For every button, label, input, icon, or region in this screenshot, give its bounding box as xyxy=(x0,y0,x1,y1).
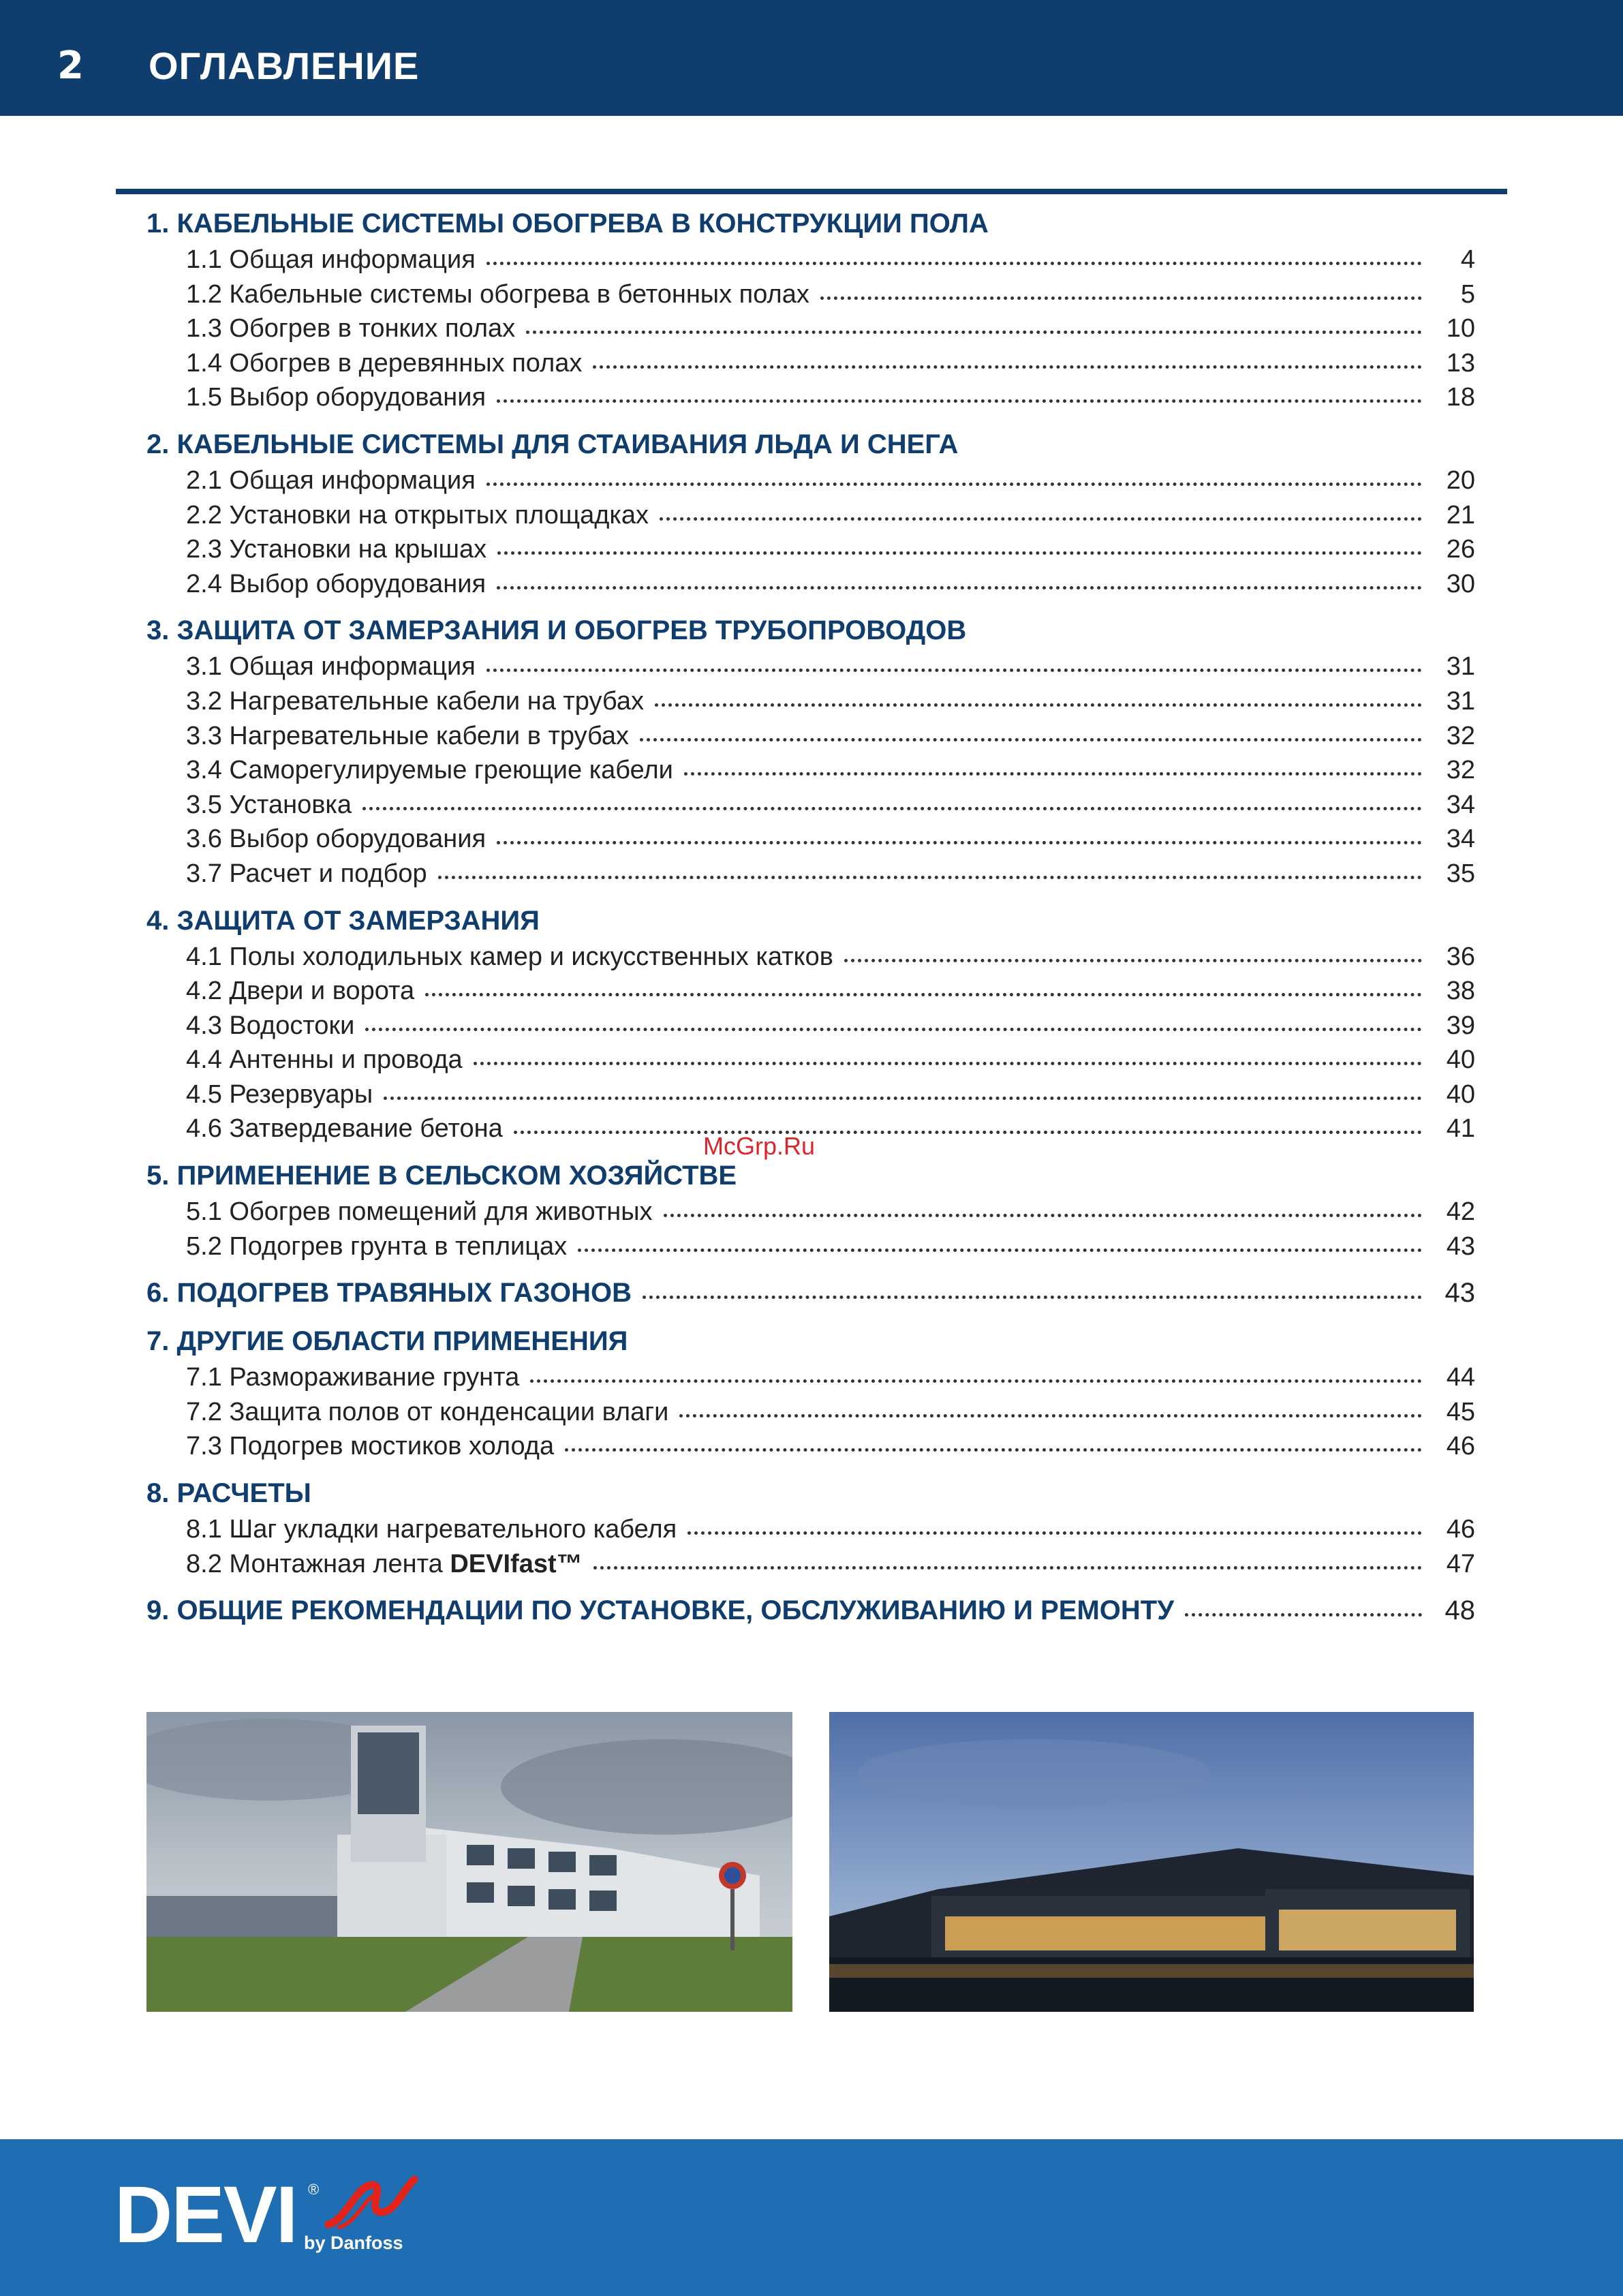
toc-entry[interactable] xyxy=(146,1360,1475,1395)
building-photo-right xyxy=(829,1712,1474,2012)
dot-leader xyxy=(486,476,1422,486)
toc-entry-text: 5.1 Обогрев помещений для животных xyxy=(186,1197,653,1227)
toc-entry-text: 1.2 Кабельные системы обогрева в бетонных полах xyxy=(186,279,809,309)
building-photo-left xyxy=(146,1712,792,2012)
table-of-contents xyxy=(146,204,1475,1629)
toc-entry-text: 1.1 Общая информация xyxy=(186,245,476,274)
toc-entry-label xyxy=(186,1395,668,1430)
toc-entry[interactable] xyxy=(146,719,1475,754)
dot-leader xyxy=(438,869,1422,879)
toc-entry[interactable] xyxy=(146,1195,1475,1229)
toc-entry-label xyxy=(186,1360,519,1395)
toc-entry[interactable] xyxy=(146,974,1475,1009)
toc-entry-text: 4.6 Затвердевание бетона xyxy=(186,1114,503,1144)
dot-leader xyxy=(497,579,1422,590)
toc-entry-label xyxy=(186,719,629,754)
toc-section xyxy=(146,611,1475,891)
toc-entry[interactable] xyxy=(146,788,1475,823)
toc-section xyxy=(146,425,1475,601)
dot-leader xyxy=(497,834,1422,844)
toc-page-number: 44 xyxy=(1446,1363,1475,1392)
toc-entry-text: 2.2 Установки на открытых площадках xyxy=(186,500,649,530)
toc-entry[interactable] xyxy=(146,243,1475,277)
toc-page-number: 47 xyxy=(1446,1549,1475,1578)
dot-leader xyxy=(643,1289,1422,1299)
toc-entry[interactable] xyxy=(146,311,1475,346)
toc-entry[interactable] xyxy=(146,1429,1475,1464)
toc-section-heading[interactable] xyxy=(146,1474,1475,1512)
toc-section xyxy=(146,1274,1475,1312)
toc-page-number: 32 xyxy=(1446,721,1475,750)
dot-leader xyxy=(486,662,1422,672)
toc-entry-text: 3.6 Выбор оборудования xyxy=(186,825,486,854)
toc-entry-text: 8.1 Шаг укладки нагревательного кабеля xyxy=(186,1515,677,1544)
toc-page-number: 39 xyxy=(1446,1011,1475,1040)
dot-leader xyxy=(486,255,1422,265)
toc-entry-label xyxy=(186,1429,554,1464)
toc-entry-text: 2.4 Выбор оборудования xyxy=(186,569,486,598)
toc-entry-text: 3.4 Саморегулируемые греющие кабели xyxy=(186,756,673,785)
danfoss-wave-icon xyxy=(319,2175,421,2230)
toc-entry-label xyxy=(186,380,486,415)
toc-entry[interactable] xyxy=(146,567,1475,602)
toc-section-title: 2. КАБЕЛЬНЫЕ СИСТЕМЫ ДЛЯ СТАИВАНИЯ ЛЬДА И СНЕГА xyxy=(146,429,959,459)
toc-entry-label xyxy=(186,649,476,684)
toc-page-number: 31 xyxy=(1446,652,1475,682)
toc-entry-label xyxy=(186,567,486,602)
toc-entry[interactable] xyxy=(146,498,1475,533)
page-title: ОГЛАВЛЕНИЕ xyxy=(149,44,420,87)
toc-page-number: 31 xyxy=(1446,686,1475,716)
dot-leader xyxy=(384,1090,1422,1100)
toc-entry-label xyxy=(186,788,352,823)
toc-entry-label xyxy=(186,1229,567,1264)
toc-page-number: 46 xyxy=(1446,1432,1475,1461)
dot-leader xyxy=(655,697,1422,707)
toc-section xyxy=(146,204,1475,415)
toc-page-number: 30 xyxy=(1446,569,1475,598)
toc-entry[interactable] xyxy=(146,1077,1475,1112)
toc-page-number: 43 xyxy=(1446,1231,1475,1261)
toc-page-number: 35 xyxy=(1446,859,1475,888)
toc-page-number: 18 xyxy=(1446,383,1475,412)
toc-entry-label xyxy=(186,1512,677,1547)
toc-entry-text: 3.1 Общая информация xyxy=(186,652,476,682)
toc-entry-label xyxy=(186,974,414,1009)
toc-entry-label xyxy=(186,822,486,857)
toc-page-number: 42 xyxy=(1446,1197,1475,1227)
toc-section xyxy=(146,1322,1475,1464)
toc-page-number: 10 xyxy=(1446,314,1475,343)
toc-page-number: 32 xyxy=(1446,756,1475,785)
toc-section-heading[interactable] xyxy=(146,1591,1475,1629)
toc-entry-text: 4.5 Резервуары xyxy=(186,1080,373,1109)
dot-leader xyxy=(365,1021,1422,1031)
logo-wordmark: DEVI xyxy=(114,2170,297,2260)
toc-entry-text: 4.3 Водостоки xyxy=(186,1011,355,1040)
toc-entry[interactable] xyxy=(146,753,1475,788)
toc-entry-label xyxy=(186,1009,354,1043)
dot-leader xyxy=(679,1407,1422,1418)
toc-entry[interactable] xyxy=(146,822,1475,857)
dot-leader xyxy=(687,1525,1422,1535)
toc-section-title: 7. ДРУГИЕ ОБЛАСТИ ПРИМЕНЕНИЯ xyxy=(146,1326,628,1357)
toc-page-number: 38 xyxy=(1446,977,1475,1006)
toc-entry-text: 8.2 Монтажная лента xyxy=(186,1549,443,1578)
toc-page-number: 5 xyxy=(1460,279,1475,309)
toc-section-title: 3. ЗАЩИТА ОТ ЗАМЕРЗАНИЯ И ОБОГРЕВ ТРУБОПРОВОДОВ xyxy=(146,615,967,646)
toc-entry-label xyxy=(186,684,644,719)
logo-registered-mark: ® xyxy=(308,2181,320,2198)
toc-entry[interactable] xyxy=(146,380,1475,415)
toc-section xyxy=(146,902,1475,1147)
toc-section-title: 4. ЗАЩИТА ОТ ЗАМЕРЗАНИЯ xyxy=(146,905,540,936)
dot-leader xyxy=(593,1559,1422,1570)
toc-section-heading[interactable] xyxy=(146,1157,1475,1195)
dot-leader xyxy=(514,1124,1422,1134)
toc-page-number: 34 xyxy=(1446,825,1475,854)
toc-entry[interactable] xyxy=(146,1229,1475,1264)
toc-page-number: 40 xyxy=(1446,1045,1475,1075)
toc-page-number: 40 xyxy=(1446,1080,1475,1109)
devi-logo xyxy=(114,2170,428,2260)
toc-entry[interactable] xyxy=(146,346,1475,381)
toc-entry-label xyxy=(186,753,673,788)
dot-leader xyxy=(530,1373,1422,1383)
toc-page-number: 4 xyxy=(1460,245,1475,274)
toc-section-title: 8. РАСЧЕТЫ xyxy=(146,1478,311,1509)
toc-page-number: 20 xyxy=(1446,465,1475,495)
toc-entry[interactable] xyxy=(146,1043,1475,1077)
toc-section-title: 5. ПРИМЕНЕНИЕ В СЕЛЬСКОМ ХОЗЯЙСТВЕ xyxy=(146,1161,737,1191)
toc-entry-label xyxy=(186,1077,373,1112)
toc-page-number: 26 xyxy=(1446,535,1475,564)
toc-page-number: 41 xyxy=(1446,1114,1475,1144)
toc-entry-text: 4.4 Антенны и провода xyxy=(186,1045,463,1075)
toc-page-number: 21 xyxy=(1446,500,1475,530)
logo-subtitle: by Danfoss xyxy=(304,2233,403,2253)
toc-entry-label xyxy=(186,857,427,891)
toc-section-heading[interactable] xyxy=(146,611,1475,649)
toc-entry[interactable] xyxy=(146,940,1475,975)
toc-entry-text: 1.4 Обогрев в деревянных полах xyxy=(186,348,583,378)
watermark: McGrp.Ru xyxy=(703,1132,816,1160)
dot-leader xyxy=(640,731,1422,741)
toc-page-number: 34 xyxy=(1446,790,1475,819)
toc-entry[interactable] xyxy=(146,1547,1475,1582)
toc-entry-label xyxy=(186,311,515,346)
toc-section-title: 1. КАБЕЛЬНЫЕ СИСТЕМЫ ОБОГРЕВА В КОНСТРУКЦИИ ПОЛА xyxy=(146,209,989,239)
toc-section-heading[interactable] xyxy=(146,902,1475,940)
toc-entry-text: 7.3 Подогрев мостиков холода xyxy=(186,1432,555,1461)
toc-page-number: 43 xyxy=(1444,1278,1475,1308)
toc-entry-label xyxy=(186,940,833,975)
toc-page-number: 13 xyxy=(1446,348,1475,378)
toc-entry[interactable] xyxy=(146,649,1475,684)
toc-entry-text: 1.5 Выбор оборудования xyxy=(186,383,486,412)
toc-page-number: 36 xyxy=(1446,942,1475,971)
dot-leader xyxy=(844,952,1422,962)
toc-entry[interactable] xyxy=(146,532,1475,567)
toc-entry-text: 5.2 Подогрев грунта в теплицах xyxy=(186,1231,568,1261)
toc-section xyxy=(146,1157,1475,1264)
toc-entry[interactable] xyxy=(146,277,1475,312)
toc-entry[interactable] xyxy=(146,857,1475,891)
dot-leader xyxy=(565,1441,1422,1452)
page-number: 2 xyxy=(57,44,84,88)
dot-leader xyxy=(425,986,1422,996)
toc-section-heading[interactable] xyxy=(146,204,1475,243)
dot-leader xyxy=(474,1055,1422,1065)
dot-leader xyxy=(1185,1606,1422,1617)
dot-leader xyxy=(578,1242,1422,1252)
dot-leader xyxy=(820,290,1422,300)
toc-section-title: 6. ПОДОГРЕВ ТРАВЯНЫХ ГАЗОНОВ xyxy=(146,1278,632,1308)
toc-entry-text: 4.1 Полы холодильных камер и искусственных катков xyxy=(186,942,833,971)
toc-entry-text: 1.3 Обогрев в тонких полах xyxy=(186,314,516,343)
dot-leader xyxy=(497,545,1422,555)
dot-leader xyxy=(526,324,1422,334)
dot-leader xyxy=(497,393,1422,403)
toc-entry-label xyxy=(186,1547,583,1582)
toc-page-number: 48 xyxy=(1444,1595,1475,1626)
toc-entry-text: 3.5 Установка xyxy=(186,790,352,819)
toc-entry-text: 7.2 Защита полов от конденсации влаги xyxy=(186,1397,669,1426)
toc-entry-label xyxy=(186,1043,463,1077)
dot-leader xyxy=(362,800,1422,810)
toc-entry-label xyxy=(186,1195,653,1229)
toc-entry-label xyxy=(186,277,809,312)
dot-leader xyxy=(684,765,1422,776)
toc-entry-text: 3.3 Нагревательные кабели в трубах xyxy=(186,721,630,750)
toc-entry-label xyxy=(186,243,476,277)
toc-section xyxy=(146,1474,1475,1581)
dot-leader xyxy=(660,510,1422,521)
toc-entry-text: 3.2 Нагревательные кабели на трубах xyxy=(186,686,644,716)
toc-entry[interactable] xyxy=(146,1009,1475,1043)
toc-section xyxy=(146,1591,1475,1629)
toc-entry-text: 7.1 Размораживание грунта xyxy=(186,1363,520,1392)
toc-page-number: 45 xyxy=(1446,1397,1475,1426)
toc-entry-text: 3.7 Расчет и подбор xyxy=(186,859,427,888)
toc-entry-label xyxy=(186,1112,503,1146)
divider xyxy=(116,189,1507,194)
toc-entry-label xyxy=(186,346,582,381)
toc-page-number: 46 xyxy=(1446,1515,1475,1544)
toc-entry-text: 2.3 Установки на крышах xyxy=(186,535,487,564)
toc-entry-text: 2.1 Общая информация xyxy=(186,465,476,495)
toc-section-heading[interactable] xyxy=(146,1322,1475,1360)
toc-section-heading[interactable] xyxy=(146,425,1475,463)
dot-leader xyxy=(593,358,1422,369)
toc-entry[interactable] xyxy=(146,684,1475,719)
toc-entry-label xyxy=(186,532,486,567)
toc-entry[interactable] xyxy=(146,1395,1475,1430)
toc-section-heading[interactable] xyxy=(146,1274,1475,1312)
toc-entry[interactable] xyxy=(146,463,1475,498)
brand-name: DEVIfast™ xyxy=(450,1549,583,1578)
toc-entry-label xyxy=(186,498,649,533)
toc-entry-text: 4.2 Двери и ворота xyxy=(186,977,415,1006)
toc-section-title: 9. ОБЩИЕ РЕКОМЕНДАЦИИ ПО УСТАНОВКЕ, ОБСЛУЖИВАНИЮ И РЕМОНТУ xyxy=(146,1595,1175,1626)
toc-entry[interactable] xyxy=(146,1512,1475,1547)
toc-entry-label xyxy=(186,463,476,498)
dot-leader xyxy=(664,1207,1422,1217)
